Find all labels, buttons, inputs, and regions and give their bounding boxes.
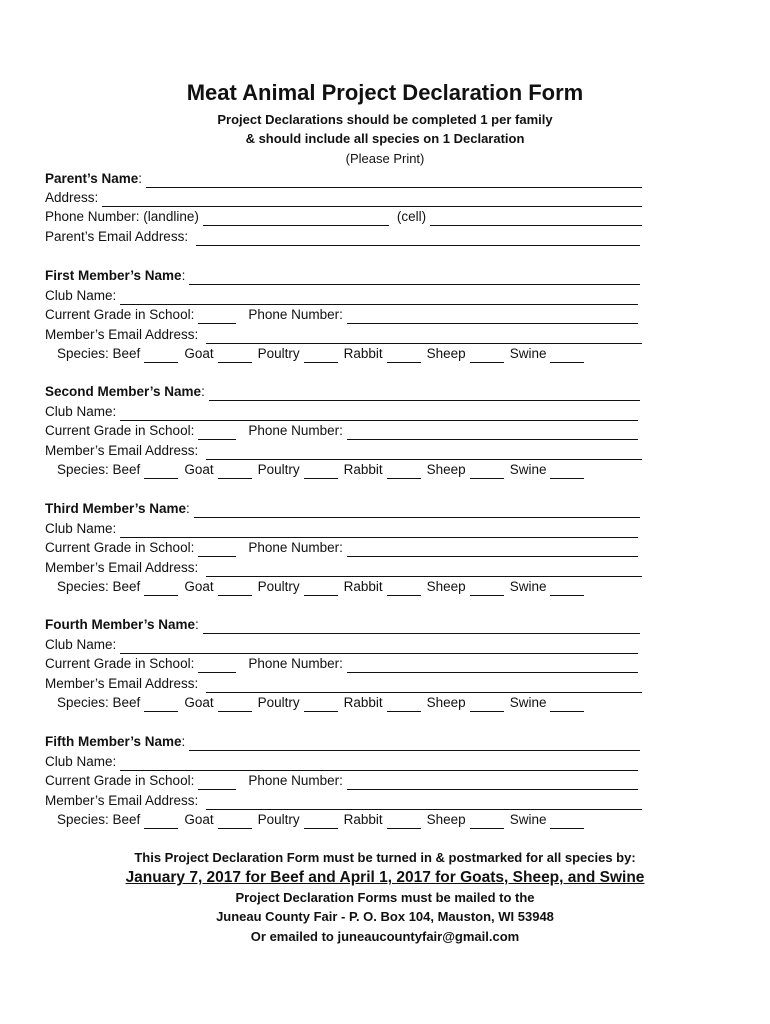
species-count-field[interactable] bbox=[144, 697, 178, 712]
species-label: Sheep bbox=[426, 579, 466, 594]
club-name-field[interactable] bbox=[120, 523, 638, 538]
species-item bbox=[57, 694, 178, 712]
species-label: Species: Beef bbox=[57, 346, 141, 361]
member-club-row bbox=[45, 520, 638, 538]
species-count-field[interactable] bbox=[144, 464, 178, 479]
species-label: Sheep bbox=[426, 346, 466, 361]
species-label: Goat bbox=[184, 579, 214, 594]
species-item bbox=[258, 694, 338, 712]
species-row bbox=[57, 345, 590, 363]
species-count-field[interactable] bbox=[304, 464, 338, 479]
member-email-field[interactable] bbox=[206, 678, 642, 693]
grade-label: Current Grade in School: bbox=[45, 307, 195, 322]
member-club-row bbox=[45, 753, 638, 771]
parent-email-field[interactable] bbox=[196, 231, 640, 246]
member-club-row bbox=[45, 636, 638, 654]
member-phone-label: Phone Number: bbox=[248, 656, 343, 671]
parent-address-label: Address: bbox=[45, 190, 99, 205]
member-phone-label: Phone Number: bbox=[248, 540, 343, 555]
club-name-label: Club Name: bbox=[45, 287, 117, 303]
member-email-label: Member’s Email Address: bbox=[45, 326, 199, 342]
species-label: Species: Beef bbox=[57, 579, 141, 594]
species-item bbox=[510, 578, 585, 596]
species-label: Rabbit bbox=[343, 812, 383, 827]
species-count-field[interactable] bbox=[470, 464, 504, 479]
species-item bbox=[427, 578, 504, 596]
member-name-label: Fifth Member’s Name bbox=[45, 734, 182, 749]
member-grade-row bbox=[45, 655, 638, 673]
species-count-field[interactable] bbox=[304, 348, 338, 363]
species-count-field[interactable] bbox=[387, 581, 421, 596]
footer-address: Juneau County Fair - P. O. Box 104, Mauston, WI 53948 bbox=[216, 909, 554, 924]
grade-label: Current Grade in School: bbox=[45, 423, 195, 438]
species-label: Species: Beef bbox=[57, 695, 141, 710]
parent-name-field[interactable] bbox=[146, 173, 642, 188]
species-label: Sheep bbox=[426, 812, 466, 827]
species-label: Poultry bbox=[257, 812, 300, 827]
club-name-field[interactable] bbox=[120, 756, 638, 771]
member-phone-label: Phone Number: bbox=[248, 423, 343, 438]
species-item bbox=[57, 461, 178, 479]
parent-cell-field[interactable] bbox=[430, 211, 642, 226]
species-count-field[interactable] bbox=[218, 464, 252, 479]
species-item bbox=[258, 578, 338, 596]
species-item bbox=[184, 461, 251, 479]
member-name-field[interactable] bbox=[189, 736, 640, 751]
parent-email-label: Parent’s Email Address: bbox=[45, 229, 189, 244]
species-item bbox=[184, 345, 251, 363]
species-item bbox=[57, 811, 178, 829]
member-email-row bbox=[45, 675, 642, 693]
parent-address-field[interactable] bbox=[102, 192, 642, 207]
species-item bbox=[258, 811, 338, 829]
member-phone-field[interactable] bbox=[347, 775, 638, 790]
species-item bbox=[344, 578, 421, 596]
footer-deadline: January 7, 2017 for Beef and April 1, 2017 for Goats, Sheep, and Swine bbox=[125, 869, 645, 886]
member-phone-label: Phone Number: bbox=[248, 773, 343, 788]
species-label: Goat bbox=[184, 346, 214, 361]
species-item bbox=[344, 461, 421, 479]
species-label: Species: Beef bbox=[57, 462, 141, 477]
member-name-label: Fourth Member’s Name bbox=[45, 617, 196, 632]
member-name-row: Third Member’s Name: bbox=[45, 500, 640, 518]
species-item bbox=[344, 345, 421, 363]
grade-label: Current Grade in School: bbox=[45, 540, 195, 555]
grade-field[interactable] bbox=[198, 658, 236, 673]
club-name-label: Club Name: bbox=[45, 403, 117, 419]
species-row bbox=[57, 578, 590, 596]
species-item bbox=[427, 461, 504, 479]
member-name-label: First Member’s Name bbox=[45, 268, 182, 283]
species-item bbox=[510, 461, 585, 479]
species-item bbox=[258, 345, 338, 363]
parent-name-row: Parent’s Name: bbox=[45, 170, 642, 188]
member-name-row: Second Member’s Name: bbox=[45, 383, 640, 401]
species-label: Rabbit bbox=[343, 346, 383, 361]
subtitle-3: (Please Print) bbox=[345, 151, 425, 166]
species-label: Poultry bbox=[257, 462, 300, 477]
species-count-field[interactable] bbox=[387, 464, 421, 479]
species-count-field[interactable] bbox=[144, 814, 178, 829]
grade-label: Current Grade in School: bbox=[45, 773, 195, 788]
species-count-field[interactable] bbox=[387, 348, 421, 363]
grade-field[interactable] bbox=[198, 775, 236, 790]
member-email-field[interactable] bbox=[206, 795, 642, 810]
form-title: Meat Animal Project Declaration Form bbox=[186, 80, 584, 105]
species-item bbox=[344, 694, 421, 712]
member-phone-field[interactable] bbox=[347, 425, 638, 440]
species-label: Poultry bbox=[257, 579, 300, 594]
species-count-field[interactable] bbox=[218, 697, 252, 712]
species-count-field[interactable] bbox=[387, 697, 421, 712]
species-count-field[interactable] bbox=[304, 581, 338, 596]
parent-address-row bbox=[45, 189, 642, 207]
species-count-field[interactable] bbox=[550, 814, 584, 829]
species-label: Rabbit bbox=[343, 579, 383, 594]
species-label: Poultry bbox=[257, 695, 300, 710]
parent-landline-field[interactable] bbox=[203, 211, 389, 226]
species-count-field[interactable] bbox=[218, 814, 252, 829]
grade-field[interactable] bbox=[198, 309, 236, 324]
species-count-field[interactable] bbox=[470, 348, 504, 363]
member-email-row bbox=[45, 792, 642, 810]
member-grade-row bbox=[45, 306, 638, 324]
species-count-field[interactable] bbox=[470, 814, 504, 829]
member-email-label: Member’s Email Address: bbox=[45, 792, 199, 808]
species-count-field[interactable] bbox=[550, 348, 584, 363]
member-name-field[interactable] bbox=[189, 270, 640, 285]
footer-line-1: This Project Declaration Form must be turned in & postmarked for all species by: bbox=[134, 850, 636, 865]
species-count-field[interactable] bbox=[218, 581, 252, 596]
species-count-field[interactable] bbox=[144, 581, 178, 596]
member-phone-field[interactable] bbox=[347, 309, 638, 324]
club-name-label: Club Name: bbox=[45, 520, 117, 536]
subtitle-2: & should include all species on 1 Declaration bbox=[245, 131, 525, 146]
species-label: Swine bbox=[509, 579, 547, 594]
member-name-label: Second Member’s Name bbox=[45, 384, 202, 399]
species-count-field[interactable] bbox=[550, 581, 584, 596]
parent-phone-row bbox=[45, 208, 642, 226]
species-item bbox=[184, 578, 251, 596]
species-count-field[interactable] bbox=[470, 697, 504, 712]
club-name-label: Club Name: bbox=[45, 636, 117, 652]
species-label: Species: Beef bbox=[57, 812, 141, 827]
parent-cell-label: (cell) bbox=[396, 209, 427, 224]
member-name-label: Third Member’s Name bbox=[45, 501, 187, 516]
species-label: Swine bbox=[509, 462, 547, 477]
species-count-field[interactable] bbox=[550, 697, 584, 712]
member-name-field[interactable] bbox=[194, 503, 640, 518]
species-label: Goat bbox=[184, 695, 214, 710]
grade-field[interactable] bbox=[198, 542, 236, 557]
species-count-field[interactable] bbox=[387, 814, 421, 829]
species-label: Swine bbox=[509, 346, 547, 361]
member-email-field[interactable] bbox=[206, 445, 642, 460]
club-name-field[interactable] bbox=[120, 406, 638, 421]
member-name-row: Fifth Member’s Name: bbox=[45, 733, 640, 751]
footer-email: Or emailed to juneaucountyfair@gmail.com bbox=[250, 929, 520, 944]
species-label: Rabbit bbox=[343, 462, 383, 477]
member-grade-row bbox=[45, 772, 638, 790]
member-name-field[interactable] bbox=[209, 386, 640, 401]
species-item bbox=[510, 811, 585, 829]
subtitle-1: Project Declarations should be completed 1 per family bbox=[217, 112, 553, 127]
grade-field[interactable] bbox=[198, 425, 236, 440]
species-label: Swine bbox=[509, 812, 547, 827]
member-name-row: First Member’s Name: bbox=[45, 267, 640, 285]
member-grade-row bbox=[45, 422, 638, 440]
species-count-field[interactable] bbox=[144, 348, 178, 363]
parent-email-row bbox=[45, 228, 640, 246]
footer-line-3: Project Declaration Forms must be mailed to the bbox=[235, 890, 535, 905]
species-label: Swine bbox=[509, 695, 547, 710]
parent-name-label: Parent’s Name bbox=[45, 171, 139, 186]
member-email-field[interactable] bbox=[206, 562, 642, 577]
species-label: Sheep bbox=[426, 462, 466, 477]
species-item bbox=[427, 811, 504, 829]
member-email-row bbox=[45, 326, 642, 344]
species-count-field[interactable] bbox=[304, 814, 338, 829]
member-email-label: Member’s Email Address: bbox=[45, 442, 199, 458]
species-count-field[interactable] bbox=[470, 581, 504, 596]
species-label: Poultry bbox=[257, 346, 300, 361]
club-name-field[interactable] bbox=[120, 290, 638, 305]
member-club-row bbox=[45, 403, 638, 421]
member-club-row bbox=[45, 287, 638, 305]
species-item bbox=[184, 694, 251, 712]
member-name-row: Fourth Member’s Name: bbox=[45, 616, 640, 634]
species-item bbox=[510, 345, 585, 363]
species-count-field[interactable] bbox=[550, 464, 584, 479]
species-row bbox=[57, 811, 590, 829]
species-label: Rabbit bbox=[343, 695, 383, 710]
grade-label: Current Grade in School: bbox=[45, 656, 195, 671]
club-name-label: Club Name: bbox=[45, 753, 117, 769]
species-item bbox=[427, 345, 504, 363]
member-phone-field[interactable] bbox=[347, 542, 638, 557]
species-item bbox=[57, 345, 178, 363]
member-grade-row bbox=[45, 539, 638, 557]
member-email-row bbox=[45, 559, 642, 577]
member-email-label: Member’s Email Address: bbox=[45, 675, 199, 691]
parent-phone-label: Phone Number: (landline) bbox=[45, 209, 199, 224]
species-item bbox=[258, 461, 338, 479]
member-phone-field[interactable] bbox=[347, 658, 638, 673]
species-count-field[interactable] bbox=[218, 348, 252, 363]
species-label: Sheep bbox=[426, 695, 466, 710]
species-row bbox=[57, 694, 590, 712]
species-item bbox=[344, 811, 421, 829]
member-email-field[interactable] bbox=[206, 329, 642, 344]
member-name-field[interactable] bbox=[203, 619, 640, 634]
species-item bbox=[510, 694, 585, 712]
species-item bbox=[427, 694, 504, 712]
club-name-field[interactable] bbox=[120, 639, 638, 654]
species-item bbox=[184, 811, 251, 829]
species-label: Goat bbox=[184, 462, 214, 477]
species-label: Goat bbox=[184, 812, 214, 827]
member-email-row bbox=[45, 442, 642, 460]
species-row bbox=[57, 461, 590, 479]
species-item bbox=[57, 578, 178, 596]
member-phone-label: Phone Number: bbox=[248, 307, 343, 322]
member-email-label: Member’s Email Address: bbox=[45, 559, 199, 575]
species-count-field[interactable] bbox=[304, 697, 338, 712]
